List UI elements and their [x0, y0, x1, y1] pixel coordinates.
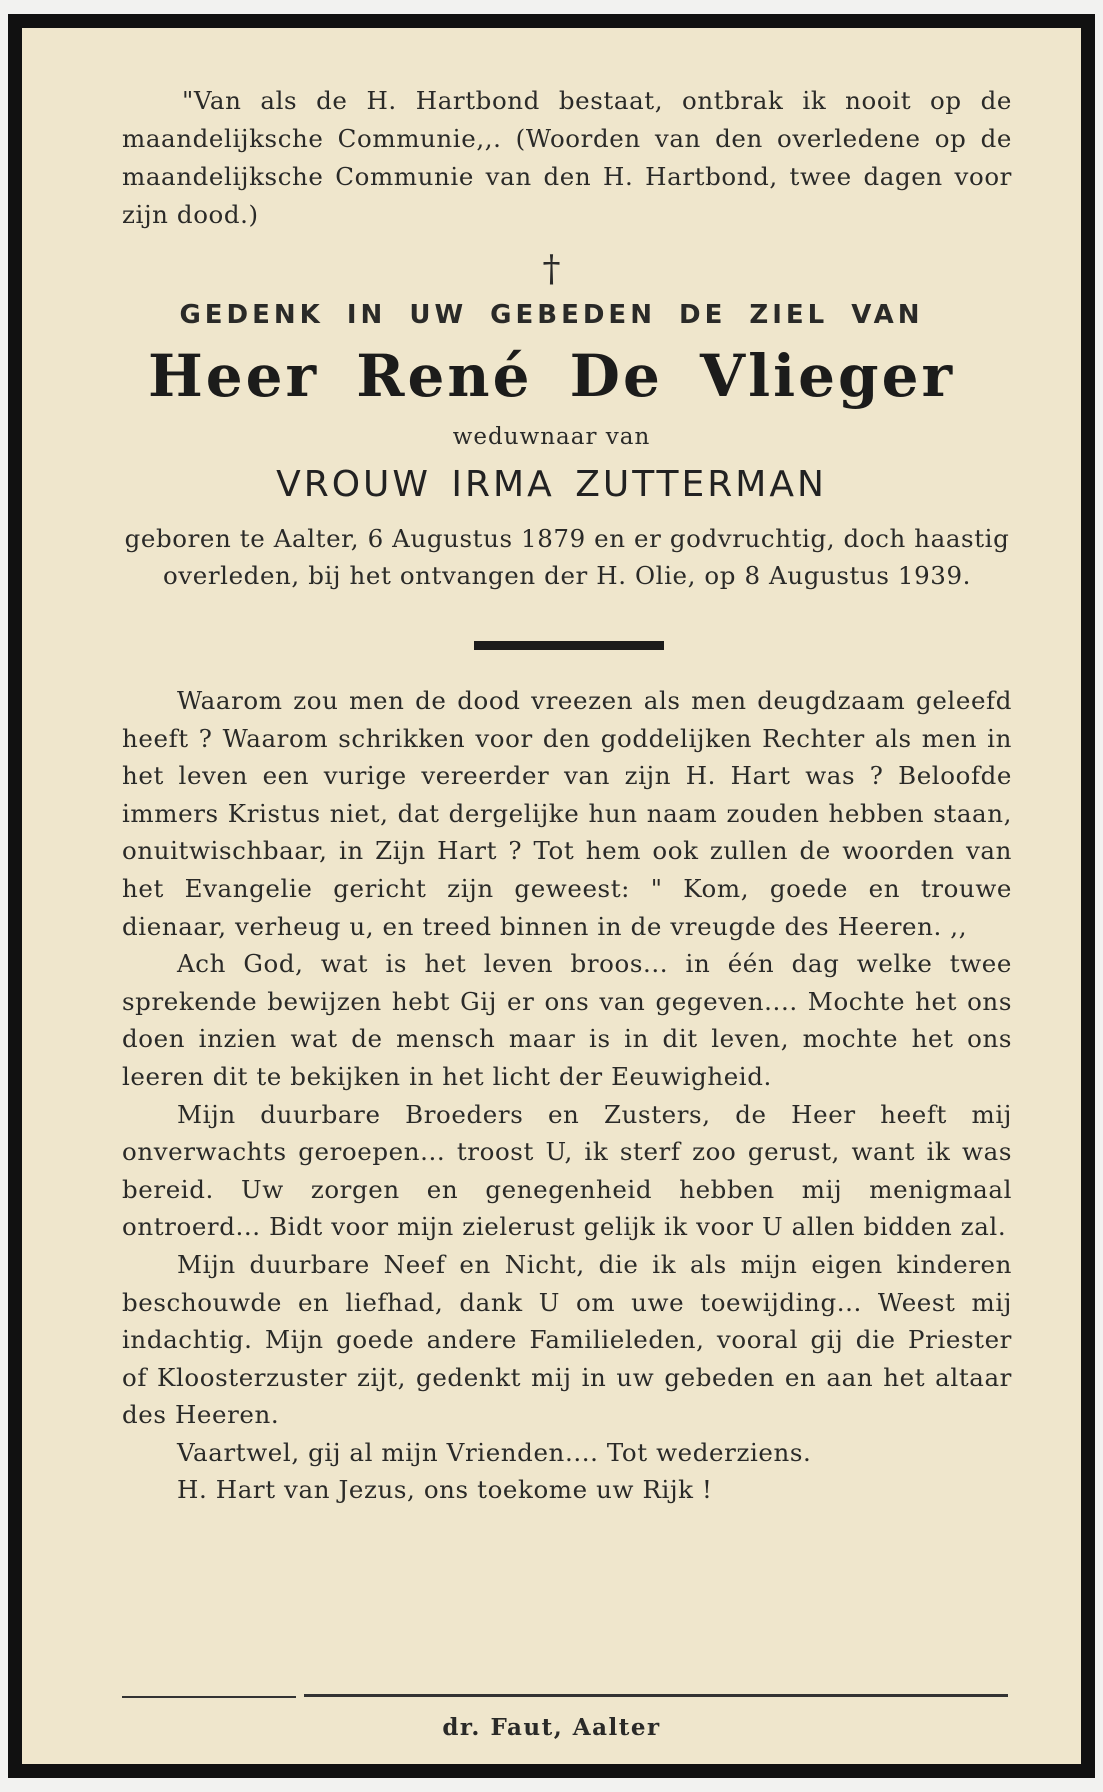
footer-divider-right — [304, 1694, 1008, 1697]
memorial-text — [122, 682, 1012, 1509]
opening-quote: "Van als de H. Hartbond bestaat, ontbrak ik nooit op de maandelijksche Communie,,. (Woorden van den overledene op de maandelijksche Communie van den H. Hartbond, twee dagen voor zijn dood.) — [122, 86, 1012, 229]
paragraph: Vaartwel, gij al mijn Vrienden.... Tot wederziens. — [177, 1437, 812, 1467]
card-paper — [22, 28, 1081, 1764]
footer-divider-left — [122, 1696, 296, 1698]
cross-icon: † — [542, 249, 561, 290]
divider — [474, 641, 664, 650]
relation-label: weduwnaar van — [452, 424, 651, 450]
printer-credit: dr. Faut, Aalter — [442, 1714, 661, 1741]
paragraph: Mijn duurbare Broeders en Zusters, de Heer heeft mij onverwachts geroepen... troost U, ik sterf zoo gerust, want ik was bereid. Uw zorgen en genegenheid hebben mij menigmaal ontroerd... Bidt voor mijn zielerust gelijk ik voor U allen bidden zal. — [122, 1099, 1012, 1242]
remembrance-heading: GEDENK IN UW GEBEDEN DE ZIEL VAN — [179, 300, 924, 330]
paragraph: Waarom zou men de dood vreezen als men deugdzaam geleefd heeft ? Waarom schrikken voor den goddelijken Rechter als men in het leven een vurige vereerder van zijn H. Hart was ? Beloofde immers Kristus niet, dat dergelijke hun naam zouden hebben staan, onuitwischbaar, in Zijn Hart ? Tot hem ook zullen de woorden van het Evangelie gericht zijn geweest: " Kom, goede en trouwe dienaar, verheug u, en treed binnen in de vreugde des Heeren. ,, — [122, 686, 1012, 941]
memorial-card — [8, 14, 1095, 1778]
closing-invocation: H. Hart van Jezus, ons toekome uw Rijk ! — [177, 1475, 713, 1505]
paragraph: Mijn duurbare Neef en Nicht, die ik als mijn eigen kinderen beschouwde en liefhad, dank U om uwe toewijding... Weest mij indachtig. Mijn goede andere Familieleden, vooral gij die Priester of Kloosterzuster zijt, gedenkt mij in uw gebeden en aan het altaar des Heeren. — [122, 1249, 1012, 1430]
deceased-name: Heer René De Vlieger — [147, 342, 956, 410]
birth-death-details: geboren te Aalter, 6 Augustus 1879 en er godvruchtig, doch haastig overleden, bij het ontvangen der H. Olie, op 8 Augustus 1939. — [124, 524, 1010, 590]
spouse-name: VROUW IRMA ZUTTERMAN — [276, 464, 827, 505]
paragraph: Ach God, wat is het leven broos... in één dag welke twee sprekende bewijzen hebt Gij er ons van gegeven.... Mochte het ons doen inzien wat de mensch maar is in dit leven, mochte het ons leeren dit te bekijken in het licht der Eeuwigheid. — [122, 949, 1012, 1091]
